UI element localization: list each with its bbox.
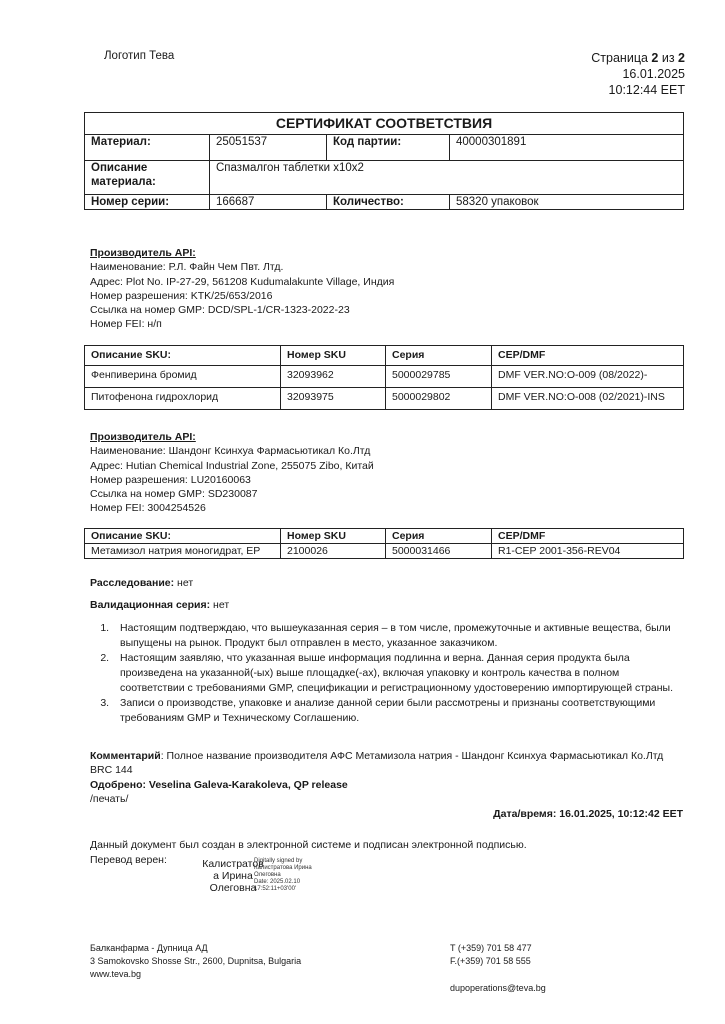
translation-label: Перевод верен:	[90, 854, 167, 866]
footer-phone: T (+359) 701 58 477	[450, 943, 532, 953]
series-value: 166687	[210, 195, 327, 210]
signature-metadata: Digitally signed by Калистратова Ирина Олеговна Date: 2025.02.10 17:52:11+03'00'	[254, 858, 312, 892]
api-fei: Номер FEI: н/п	[90, 318, 162, 331]
api-license: Номер разрешения: LU20160063	[90, 473, 251, 486]
api-gmp: Ссылка на номер GMP: SD230087	[90, 488, 258, 501]
sku-cell-cep: DMF VER.NO:O-009 (08/2022)-	[492, 366, 684, 388]
stamp-line: /печать/	[90, 792, 129, 805]
header-time: 10:12:44 EET	[608, 83, 685, 97]
statement-item: 2. Настоящим заявляю, что указанная выше информация подлинна и верна. Данная серия продукта была произведена на указанной(-ых) выше площадке(-ах), включая упаковку и контроль качества в полном соответствии с требованиями GMP, спецификации и регистрационному удостоверению импортирующей страны.	[112, 651, 686, 696]
description-value: Спазмалгон таблетки x10x2	[210, 161, 684, 195]
table-row	[85, 388, 684, 410]
footer-company: Балканфарма - Дупница АД	[90, 943, 208, 953]
material-label: Материал:	[85, 135, 210, 161]
sku-header-number: Номер SKU	[281, 529, 386, 544]
sku-cell-desc: Питофенона гидрохлорид	[85, 388, 281, 410]
api-heading: Производитель API:	[90, 431, 196, 443]
sku-cell-desc: Фенпиверина бромид	[85, 366, 281, 388]
page-header-meta	[591, 50, 685, 98]
api-heading: Производитель API:	[90, 247, 196, 259]
footer-address: 3 Samokovsko Shosse Str., 2600, Dupnitsa, Bulgaria	[90, 956, 302, 966]
validation-line: Валидационная серия: нет	[90, 599, 230, 611]
sku-cell-cep: DMF VER.NO:O-008 (02/2021)-INS	[492, 388, 684, 410]
api-address: Адрес: Hutian Chemical Industrial Zone, 255075 Zibo, Китай	[90, 459, 374, 472]
sku-cell-number: 32093975	[281, 388, 386, 410]
table-row	[85, 544, 684, 559]
material-value: 25051537	[210, 135, 327, 161]
api-gmp: Ссылка на номер GMP: DCD/SPL-1/CR-1323-2022-23	[90, 304, 350, 317]
statement-item: 3. Записи о производстве, упаковке и анализе данной серии были рассмотрены и признаны соответствующими требованиям GMP и Техническому Соглашению.	[112, 696, 686, 726]
sku-cell-series: 5000031466	[386, 544, 492, 559]
comment-text: Комментарий: Полное название производителя АФС Метамизола натрия - Шандонг Ксинхуа Фармасьютикал Ко.Лтд	[90, 750, 664, 762]
quantity-value: 58320 упаковок	[450, 195, 684, 210]
sku-table-2	[84, 528, 684, 559]
approved-line: Одобрено: Veselina Galeva-Karakoleva, QP release	[90, 778, 348, 791]
footer-company-block	[90, 942, 301, 981]
series-label: Номер серии:	[85, 195, 210, 210]
investigation-line: Расследование: нет	[90, 577, 194, 589]
footer-website[interactable]: www.teva.bg	[90, 969, 142, 979]
api-license: Номер разрешения: KTK/25/653/2016	[90, 289, 273, 302]
sku-header-cep: CEP/DMF	[492, 346, 684, 366]
batch-code-label: Код партии:	[327, 135, 450, 161]
description-label: Описание материала:	[85, 161, 210, 195]
sku-header-series: Серия	[386, 529, 492, 544]
footer-email[interactable]: dupoperations@teva.bg	[450, 983, 546, 993]
statements-list	[90, 621, 686, 726]
sku-header-desc: Описание SKU:	[85, 529, 281, 544]
api-name: Наименование: Р.Л. Файн Чем Пвт. Лтд.	[90, 261, 284, 274]
sku-header-cep: CEP/DMF	[492, 529, 684, 544]
signer-name: Калистратов а Ирина Олеговна	[202, 858, 264, 894]
footer-fax: F.(+359) 701 58 555	[450, 956, 531, 966]
sku-cell-series: 5000029802	[386, 388, 492, 410]
page-indicator: Страница 2 из 2	[591, 51, 685, 65]
certificate-title: СЕРТИФИКАТ СООТВЕТСТВИЯ	[85, 113, 684, 135]
logo-placeholder: Логотип Тева	[104, 50, 175, 62]
sku-cell-number: 32093962	[281, 366, 386, 388]
sku-cell-desc: Метамизол натрия моногидрат, EP	[85, 544, 281, 559]
statement-item: 1. Настоящим подтверждаю, что вышеуказанная серия – в том числе, промежуточные и активные вещества, были выпущены на рынок. Продукт был отправлен в место, указанное заказчиком.	[112, 621, 686, 651]
api-manufacturer-2	[90, 430, 690, 516]
batch-code-value: 40000301891	[450, 135, 684, 161]
api-fei: Номер FEI: 3004254526	[90, 502, 206, 515]
sku-cell-cep: R1-CEP 2001-356-REV04	[492, 544, 684, 559]
sku-header-series: Серия	[386, 346, 492, 366]
brc-line: BRC 144	[90, 764, 133, 777]
footer-contact-block	[450, 942, 532, 968]
header-date: 16.01.2025	[622, 67, 685, 81]
api-manufacturer-1	[90, 246, 690, 332]
electronic-note: Данный документ был создан в электронной системе и подписан электронной подписью.	[90, 839, 527, 851]
sku-cell-number: 2100026	[281, 544, 386, 559]
approval-datetime: Дата/время: 16.01.2025, 10:12:42 EET	[493, 808, 683, 820]
table-row	[85, 366, 684, 388]
api-address: Адрес: Plot No. IP-27-29, 561208 Kudumalakunte Village, Индия	[90, 275, 395, 288]
api-name: Наименование: Шандонг Ксинхуа Фармасьютикал Ко.Лтд	[90, 445, 371, 458]
sku-header-desc: Описание SKU:	[85, 346, 281, 366]
sku-header-number: Номер SKU	[281, 346, 386, 366]
comments-block	[90, 749, 670, 806]
quantity-label: Количество:	[327, 195, 450, 210]
certificate-table	[84, 112, 684, 210]
sku-cell-series: 5000029785	[386, 366, 492, 388]
sku-table-1	[84, 345, 684, 410]
